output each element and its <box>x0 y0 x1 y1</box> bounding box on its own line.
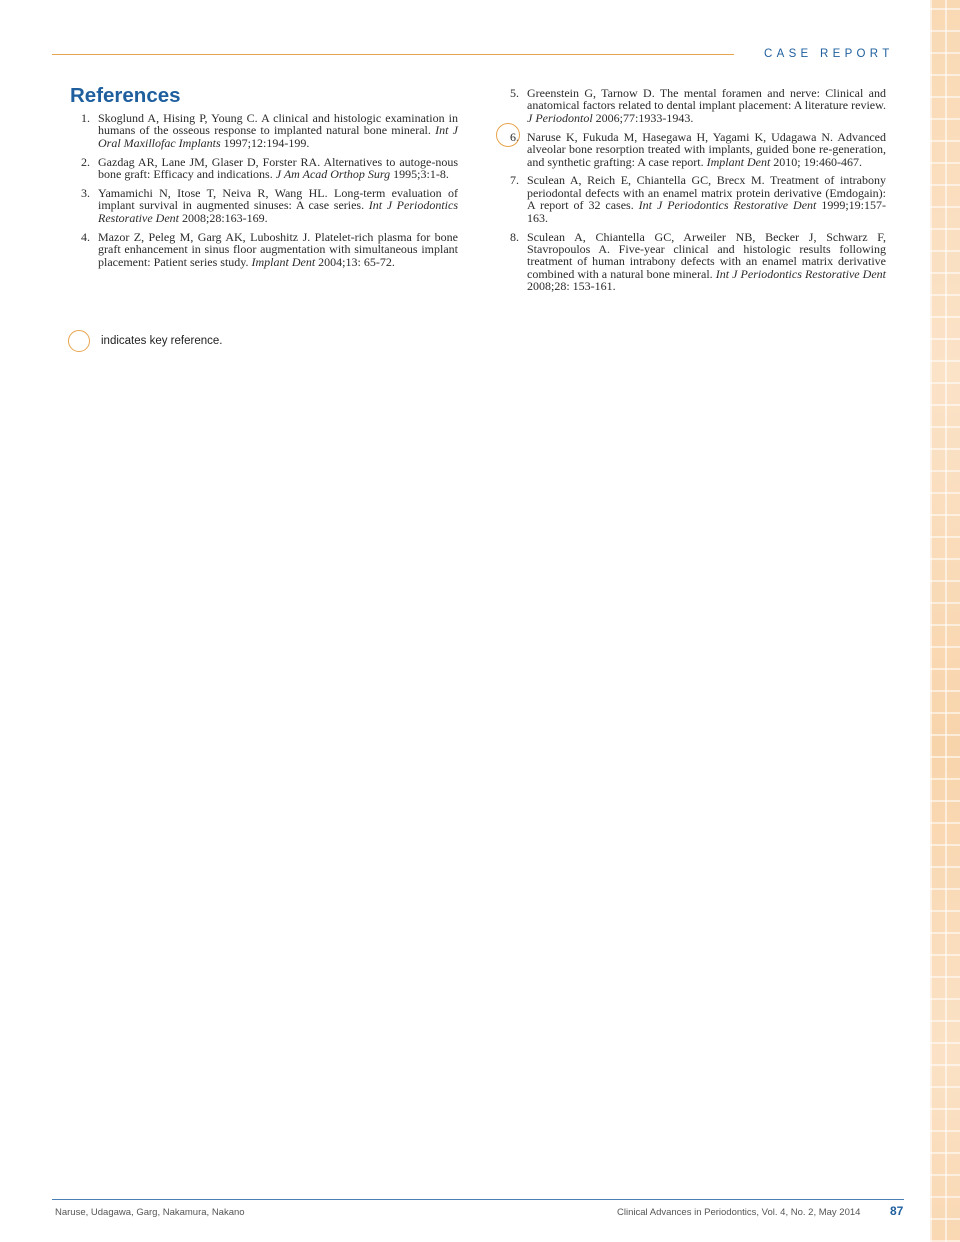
reference-journal: J Periodontol <box>527 110 593 125</box>
reference-item <box>505 87 886 124</box>
reference-segment: 2006;77:1933-1943. <box>592 110 694 125</box>
reference-text <box>527 130 886 169</box>
reference-text <box>98 186 458 225</box>
reference-journal: Int J Periodontics Restorative Dent <box>715 266 886 281</box>
reference-segment: 2010; 19:460-467. <box>770 154 862 169</box>
footer-journal: Clinical Advances in Periodontics, Vol. 4, No. 2, May 2014 <box>617 1207 861 1218</box>
reference-number: 6. <box>510 129 519 144</box>
reference-text <box>527 86 886 125</box>
reference-text <box>98 230 458 269</box>
reference-segment: Greenstein G, Tarnow D. The mental foramen and nerve: Clinical and anatomical factors related to dental implant placement: A literature review. <box>527 86 886 113</box>
reference-number: 2. <box>81 154 90 169</box>
reference-segment: Skoglund A, Hising P, Young C. A clinical and histologic examination in humans of the osseous response to implanted natural bone mineral. <box>98 111 458 138</box>
reference-journal: Int J Periodontics Restorative Dent <box>638 198 817 213</box>
reference-text <box>98 155 458 181</box>
reference-item <box>76 112 458 149</box>
reference-segment: 2008;28:163-169. <box>178 210 268 225</box>
legend-text: indicates key reference. <box>101 335 223 347</box>
reference-journal: Implant Dent <box>251 254 316 269</box>
reference-number: 7. <box>510 173 519 188</box>
reference-segment: 2008;28: 153-161. <box>527 279 616 294</box>
reference-segment: 1999;19:157-163. <box>527 198 886 225</box>
reference-item <box>76 231 458 268</box>
footer-authors: Naruse, Udagawa, Garg, Nakamura, Nakano <box>55 1207 245 1218</box>
reference-item <box>76 187 458 224</box>
reference-segment: 1995;3:1-8. <box>390 167 449 182</box>
reference-number: 4. <box>81 229 90 244</box>
section-label: CASE REPORT <box>764 48 894 60</box>
reference-segment: Sculean A, Reich E, Chiantella GC, Brecx M. Treatment of intrabony periodontal defects with an enamel matrix protein derivative (Emdogain): A report of 32 cases. <box>527 173 886 213</box>
reference-segment: Mazor Z, Peleg M, Garg AK, Luboshitz J. Platelet-rich plasma for bone graft enhancement in sinus floor augmentation with simultaneous implant placement: Patient series study. <box>98 229 458 269</box>
reference-segment: Gazdag AR, Lane JM, Glaser D, Forster RA. Alternatives to autoge-nous bone graft: Efficacy and indications. <box>98 154 458 182</box>
reference-item <box>505 131 886 168</box>
reference-item <box>505 231 886 293</box>
header-rule <box>52 54 734 55</box>
reference-journal: Int J Oral Maxillofac Implants <box>98 123 458 150</box>
reference-journal: Implant Dent <box>706 154 771 169</box>
reference-item <box>76 156 458 181</box>
reference-item <box>505 174 886 224</box>
reference-journal: J Am Acad Orthop Surg <box>275 167 391 182</box>
decorative-tile-strip <box>930 0 960 1242</box>
reference-number: 5. <box>510 86 519 100</box>
reference-number: 1. <box>81 111 90 125</box>
references-column-left <box>76 112 458 274</box>
page-number: 87 <box>890 1204 904 1218</box>
references-column-right <box>505 87 886 299</box>
reference-number: 8. <box>510 229 519 244</box>
reference-number: 3. <box>81 186 90 201</box>
references-heading: References <box>70 84 181 107</box>
reference-segment: Yamamichi N, Itose T, Neiva R, Wang HL. Long-term evaluation of implant survival in augmented sinuses: A case series. <box>98 186 458 213</box>
reference-journal: Int J Periodontics Restorative Dent <box>98 198 458 225</box>
key-reference-circle-icon <box>68 330 90 352</box>
key-reference-circle-icon <box>496 123 520 147</box>
reference-text <box>527 230 886 294</box>
reference-segment: 2004;13: 65-72. <box>315 254 395 269</box>
reference-segment: 1997;12:194-199. <box>220 135 310 150</box>
footer-rule <box>52 1199 904 1200</box>
reference-segment: Sculean A, Chiantella GC, Arweiler NB, Becker J, Schwarz F, Stavropoulos A. Five-year clinical and histologic results following treatment of human intrabony defects with an enamel matrix derivative combined with a natural bone mineral. <box>527 229 886 281</box>
reference-text <box>98 111 458 150</box>
reference-text <box>527 173 886 224</box>
reference-segment: Naruse K, Fukuda M, Hasegawa H, Yagami K, Udagawa N. Advanced alveolar bone resorption treated with implants, guided bone re-generation, and synthetic grafting: A case report. <box>527 129 886 169</box>
